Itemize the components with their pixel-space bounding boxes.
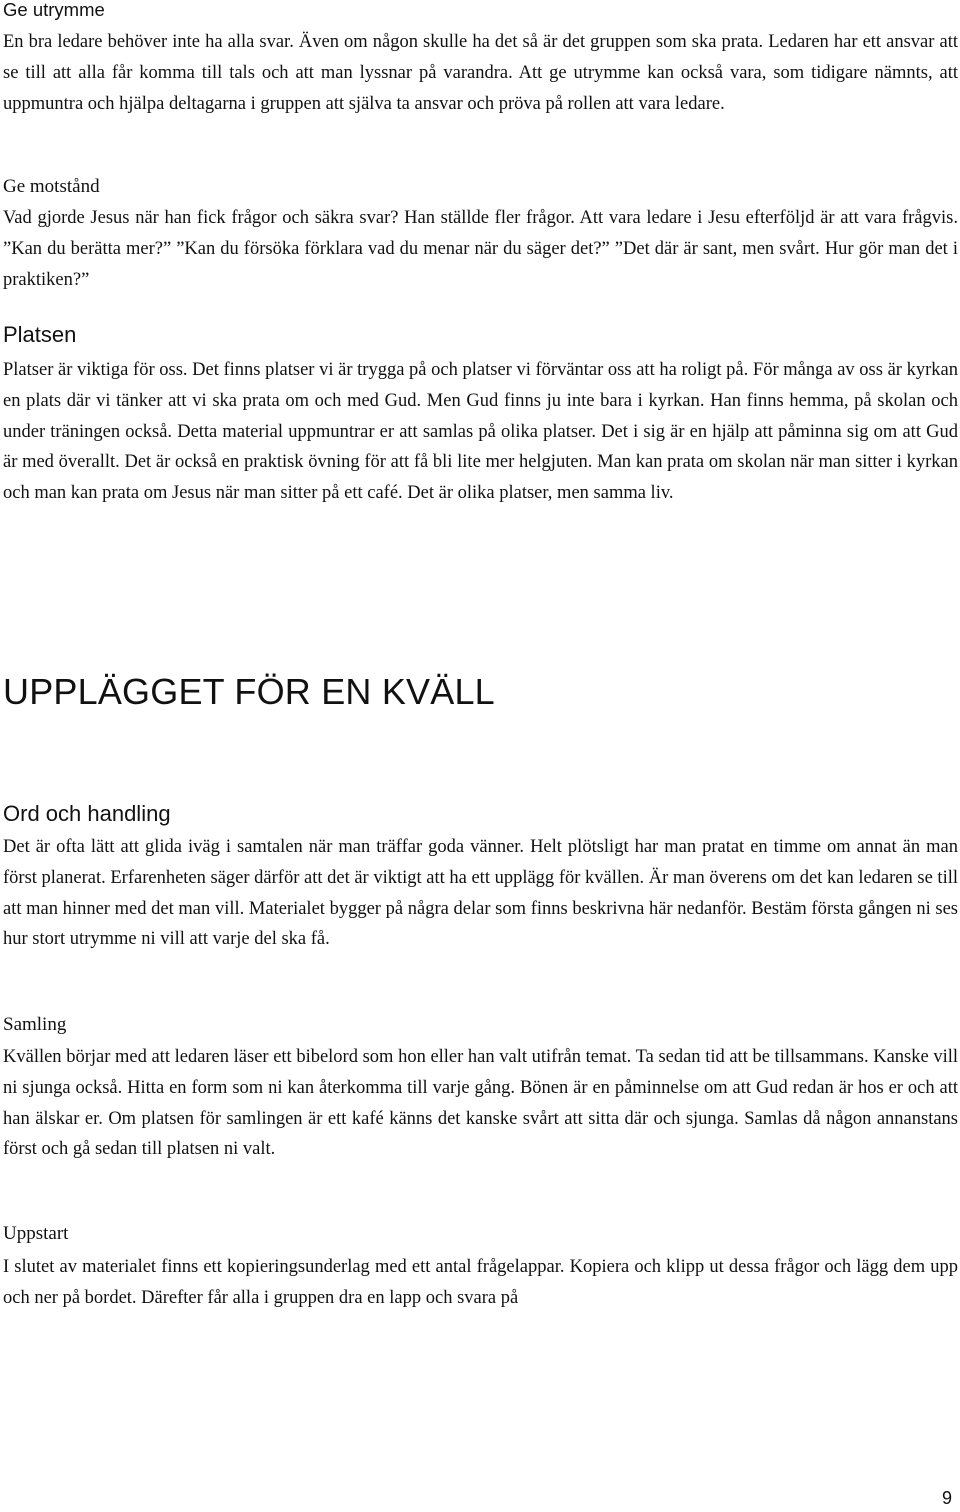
section-heading-ge-motstand: Ge motstånd	[3, 176, 100, 197]
paragraph-ge-motstand: Vad gjorde Jesus när han fick frågor och säkra svar? Han ställde fler frågor. Att vara ledare i Jesu efterföljd är att vara frågvis. ”Kan du berätta mer?” ”Kan du försöka förklara vad du menar när du säger det?” ”Det där är sant, men svårt. Hur gör man det i praktiken?”	[3, 208, 958, 290]
section-heading-samling: Samling	[3, 1014, 67, 1035]
paragraph-ord-och-handling: Det är ofta lätt att glida iväg i samtalen när man träffar goda vänner. Helt plötsligt har man pratat en timme om annat än man först planerat. Erfarenheten säger därför att det är viktigt att ha ett upplägg för kvällen. Är man överens om det kan ledaren se till att man hinner med det man vill. Materialet bygger på några delar som finns beskrivna här nedanför. Bestäm första gången ni ses hur stort utrymme ni vill att varje del ska få.	[3, 837, 958, 950]
main-heading-upplagget: UPPLÄGGET FÖR EN KVÄLL	[3, 671, 495, 712]
paragraph-ge-utrymme: En bra ledare behöver inte ha alla svar. Även om någon skulle ha det så är det gruppen som ska prata. Ledaren har ett ansvar att se till att alla får komma till tals och att man lyssnar på varandra. Att ge utrymme kan också vara, som tidigare nämnts, att uppmuntra och hjälpa deltagarna i gruppen att själva ta ansvar och pröva på rollen att vara ledare.	[3, 32, 958, 114]
section-heading-ord-och-handling: Ord och handling	[3, 801, 171, 826]
page-number: 9	[941, 1488, 952, 1508]
section-heading-uppstart: Uppstart	[3, 1223, 69, 1244]
paragraph-uppstart: I slutet av materialet finns ett kopieringsunderlag med ett antal frågelappar. Kopiera och klipp ut dessa frågor och lägg dem upp och ner på bordet. Därefter får alla i gruppen dra en lapp och svara på	[3, 1257, 958, 1308]
section-heading-ge-utrymme: Ge utrymme	[3, 0, 105, 20]
paragraph-samling: Kvällen börjar med att ledaren läser ett bibelord som hon eller han valt utifrån temat. Ta sedan tid att be tillsammans. Kanske vill ni sjunga också. Hitta en form som ni kan återkomma till varje gång. Bönen är en påminnelse om att Gud redan är hos er och att han älskar er. Om platsen för samlingen är ett kafé känns det kanske svårt att sitta där och sjunga. Samlas då någon annanstans först och gå sedan till platsen ni valt.	[3, 1047, 958, 1160]
section-heading-platsen: Platsen	[3, 322, 77, 347]
paragraph-platsen: Platser är viktiga för oss. Det finns platser vi är trygga på och platser vi förväntar oss att ha roligt på. För många av oss är kyrkan en plats där vi tänker att vi ska prata om och med Gud. Men Gud finns ju inte bara i kyrkan. Han finns hemma, på skolan och under träningen också. Detta material uppmuntrar er att samlas på olika platser. Det i sig är en hjälp att påminna sig om att Gud är med överallt. Det är också en praktisk övning för att få bli lite mer helgjuten. Man kan prata om skolan när man sitter i kyrkan och man kan prata om Jesus när man sitter på ett café. Det är olika platser, men samma liv.	[3, 360, 958, 504]
